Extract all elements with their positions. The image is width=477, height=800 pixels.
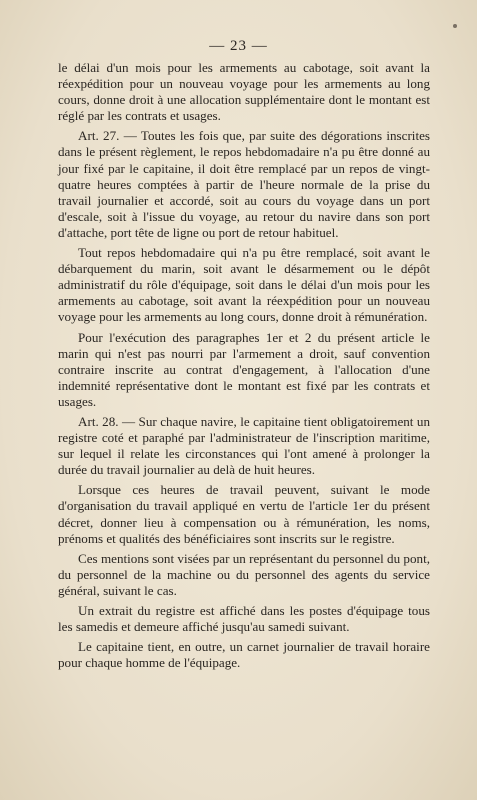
page-number: — 23 — xyxy=(209,38,268,54)
paragraph: Un extrait du registre est affiché dans les postes d'équipage tous les samedis et demeure affiché jusqu'au samedi suivant. xyxy=(58,603,430,635)
paragraph: Ces mentions sont visées par un représentant du personnel du pont, du personnel de la machine ou du personnel des agents du service général, suivant le cas. xyxy=(58,550,430,598)
paragraph: le délai d'un mois pour les armements au cabotage, soit avant la réexpédition pour un nouveau voyage pour les armements au long cours, donne droit à une allocation supplémentaire dont le montant est réglé par les contrats et usages. xyxy=(58,60,430,124)
paragraph-art-28: Art. 28. — Sur chaque navire, le capitaine tient obligatoirement un registre coté et paraphé par l'administrateur de l'inscription maritime, sur lequel il relate les circonstances qui l'ont amené à prolonger la durée du travail journalier au delà de huit heures. xyxy=(58,413,430,478)
body-text xyxy=(58,60,430,675)
paragraph: Pour l'exécution des paragraphes 1er et 2 du présent article le marin qui n'est pas nourri par l'armement a droit, sauf convention contraire inscrite au contrat d'engagement, à l'allocation d'une indemnité représentative dont le montant est fixé par les contrats et usages. xyxy=(58,329,430,409)
paragraph-art-27: Art. 27. — Toutes les fois que, par suite des dégorations inscrites dans le présent règlement, le repos hebdomadaire n'a pu être donné au jour fixé par le capitaine, il doit être remplacé par un repos de vingt-quatre heures comptées à partir de l'heure normale de la prise du travail journalier et accordé, soit au cours du voyage dans un port d'escale, soit à l'issue du voyage, au retour du navire dans son port d'attache, port tête de ligne ou port de retour habituel. xyxy=(58,128,430,240)
page-speck xyxy=(453,24,457,28)
paragraph: Lorsque ces heures de travail peuvent, suivant le mode d'organisation du travail appliqué en vertu de l'article 1er du présent décret, donner lieu à compensation ou à rémunération, les noms, prénoms et qualités des bénéficiaires sont inscrits sur le registre. xyxy=(58,482,430,546)
paragraph: Tout repos hebdomadaire qui n'a pu être remplacé, soit avant le débarquement du marin, soit avant le désarmement ou le dépôt administratif du rôle d'équipage, soit dans le délai d'un mois pour les armements au cabotage, soit avant la réexpédition pour un nouveau voyage pour les armements au long cours, donne droit à rémunération. xyxy=(58,245,430,325)
paragraph: Le capitaine tient, en outre, un carnet journalier de travail horaire pour chaque homme de l'équipage. xyxy=(58,639,430,671)
